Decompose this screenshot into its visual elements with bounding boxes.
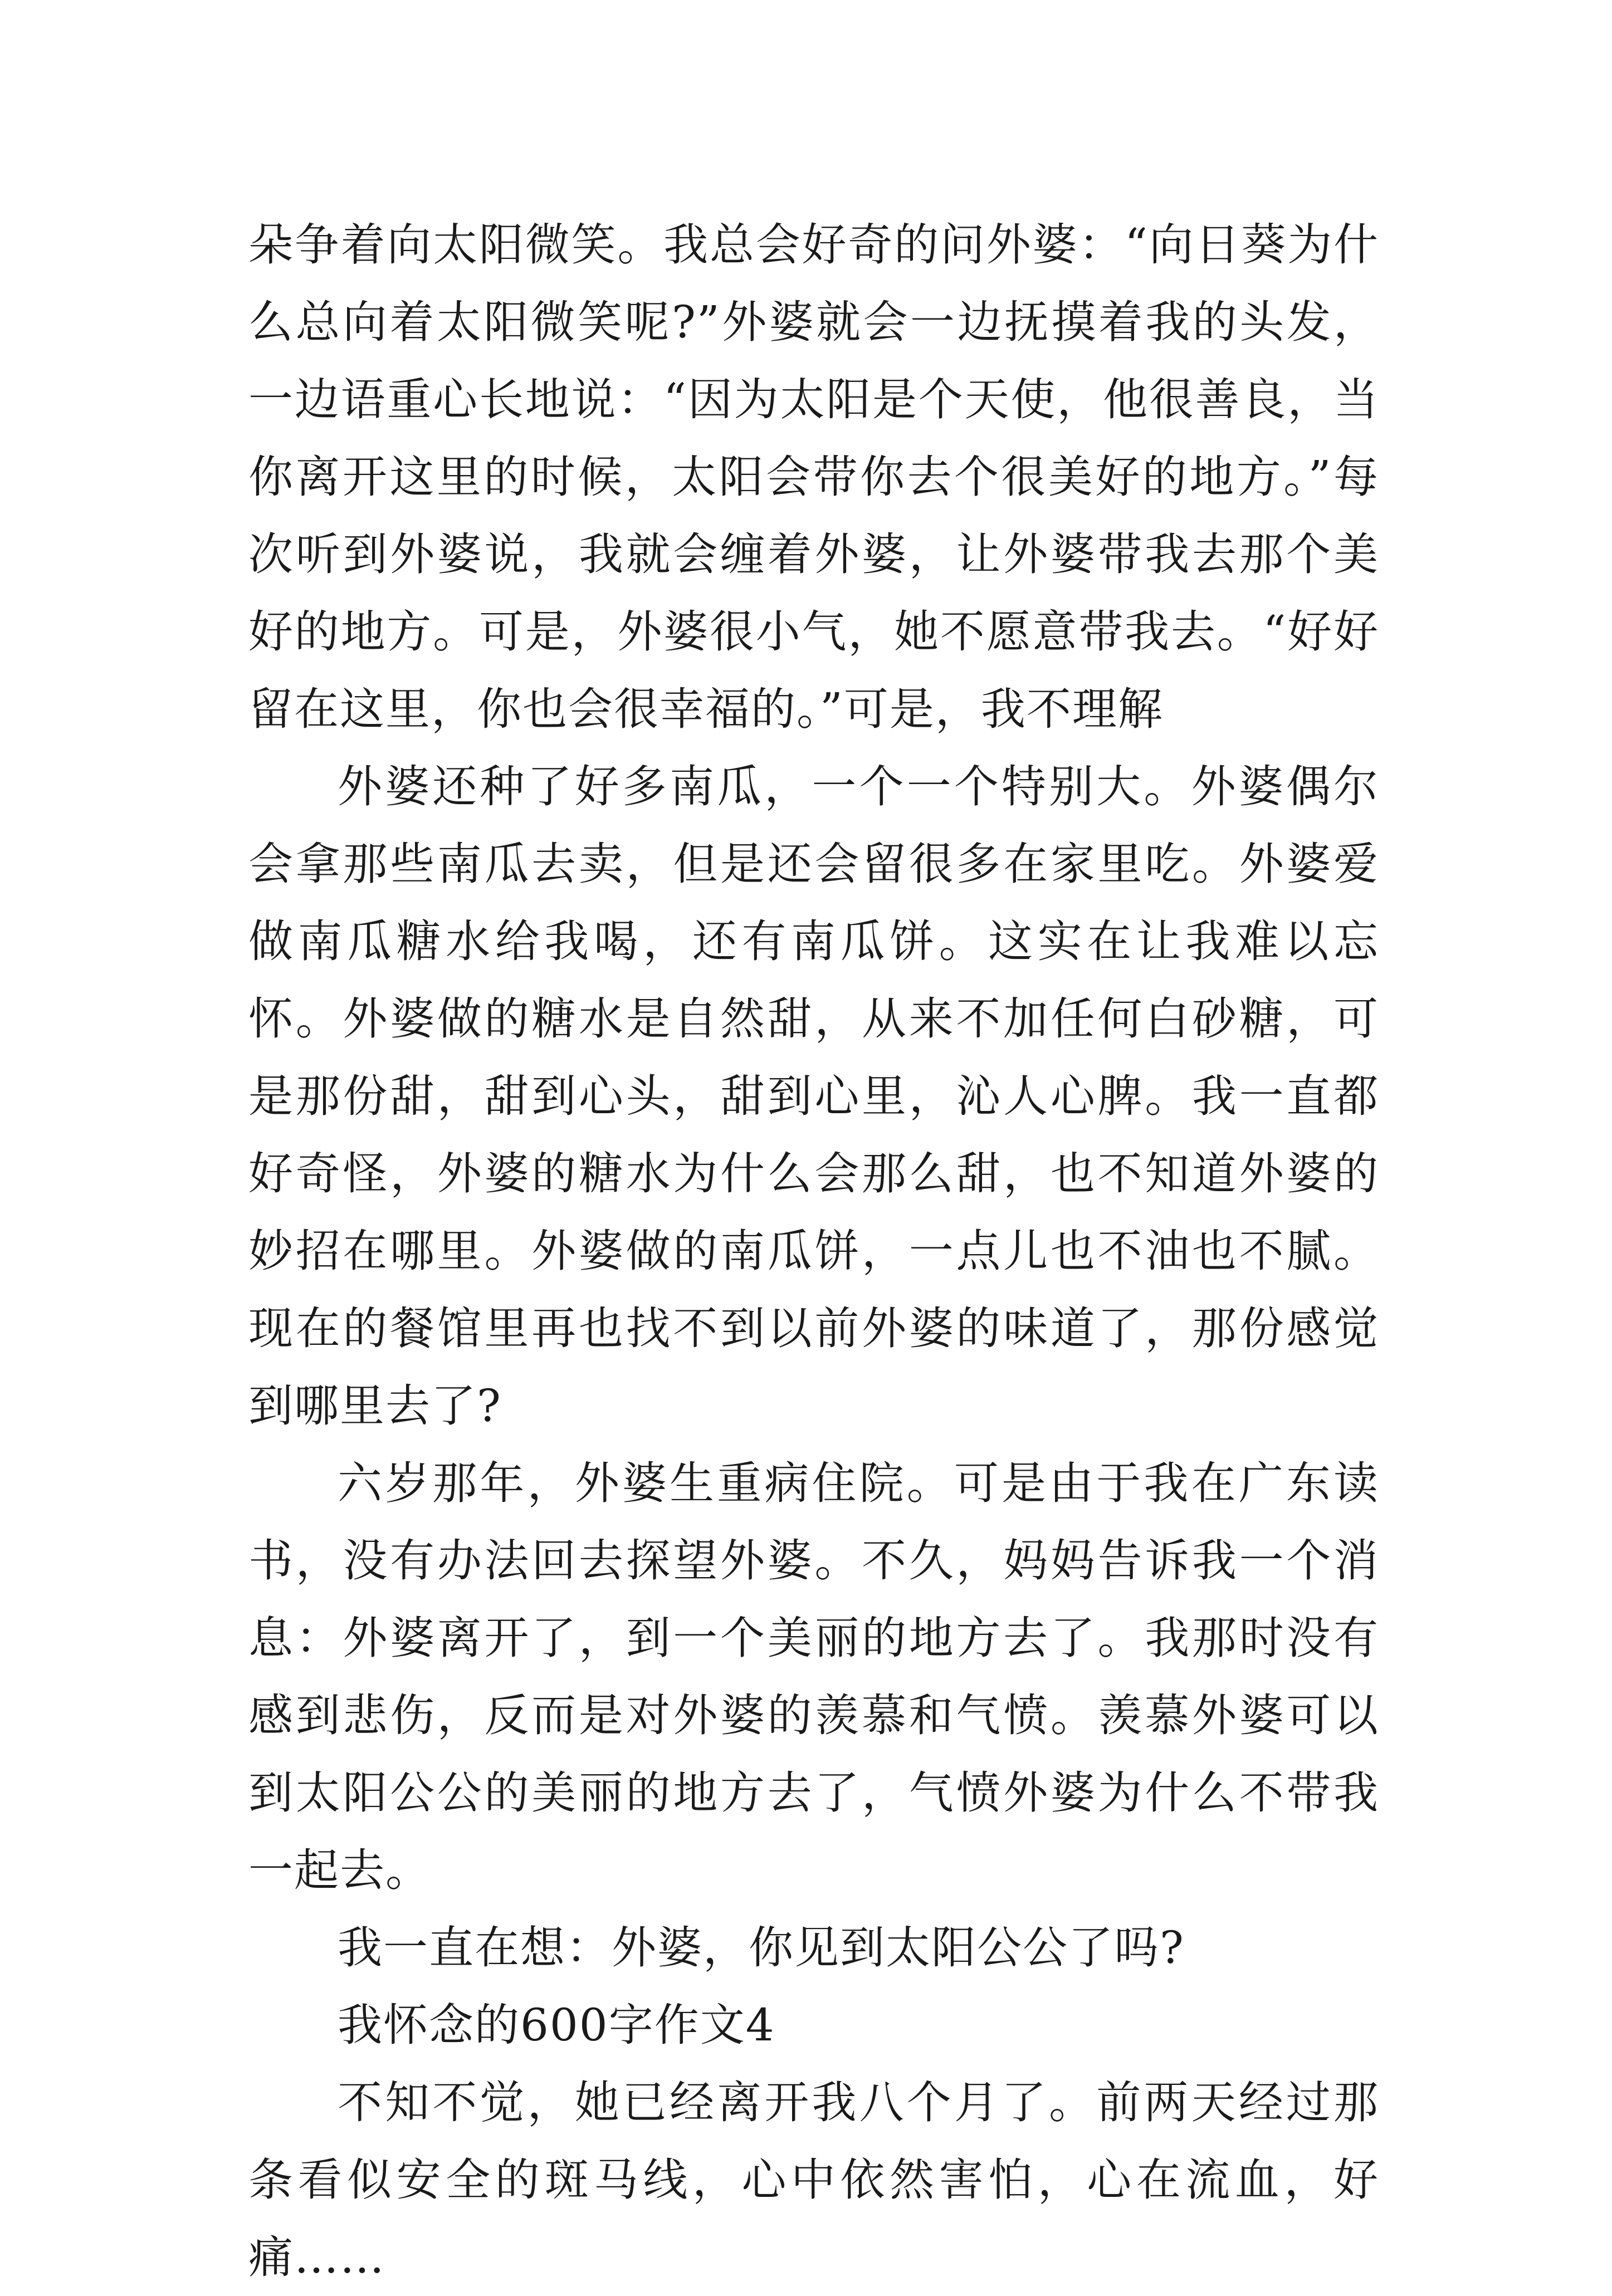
paragraph-continued: 朵争着向太阳微笑。我总会好奇的问外婆：“向日葵为什么总向着太阳微笑呢?”外婆就会一边抚摸着我的头发，一边语重心长地说：“因为太阳是个天使，他很善良，当你离开这里的时候，太阳会带你去个很美好的地方。”每次听到外婆说，我就会缠着外婆，让外婆带我去那个美好的地方。可是，外婆很小气，她不愿意带我去。“好好留在这里，你也会很幸福的。”可是，我不理解 bbox=[248, 219, 1379, 735]
section-heading: 我怀念的600字作文4 bbox=[338, 1999, 775, 2051]
paragraph-zebra-crossing: 不知不觉，她已经离开我八个月了。前两天经过那条看似安全的斑马线，心中依然害怕，心在流血，好痛…… bbox=[248, 2077, 1379, 2283]
paragraph-pumpkin: 外婆还种了好多南瓜，一个一个特别大。外婆偶尔会拿那些南瓜去卖，但是还会留很多在家里吃。外婆爱做南瓜糖水给我喝，还有南瓜饼。这实在让我难以忘怀。外婆做的糖水是自然甜，从来不加任何白砂糖，可是那份甜，甜到心头，甜到心里，沁人心脾。我一直都好奇怪，外婆的糖水为什么会那么甜，也不知道外婆的妙招在哪里。外婆做的南瓜饼，一点儿也不油也不腻。现在的餐馆里再也找不到以前外婆的味道了，那份感觉到哪里去了? bbox=[248, 761, 1379, 1432]
document-body bbox=[248, 206, 1379, 2296]
paragraph-hospital: 六岁那年，外婆生重病住院。可是由于我在广东读书，没有办法回去探望外婆。不久，妈妈告诉我一个消息：外婆离开了，到一个美丽的地方去了。我那时没有感到悲伤，反而是对外婆的羡慕和气愤。羡慕外婆可以到太阳公公的美丽的地方去了，气愤外婆为什么不带我一起去。 bbox=[248, 1457, 1379, 1896]
paragraph-question: 我一直在想：外婆，你见到太阳公公了吗? bbox=[338, 1922, 1185, 1974]
